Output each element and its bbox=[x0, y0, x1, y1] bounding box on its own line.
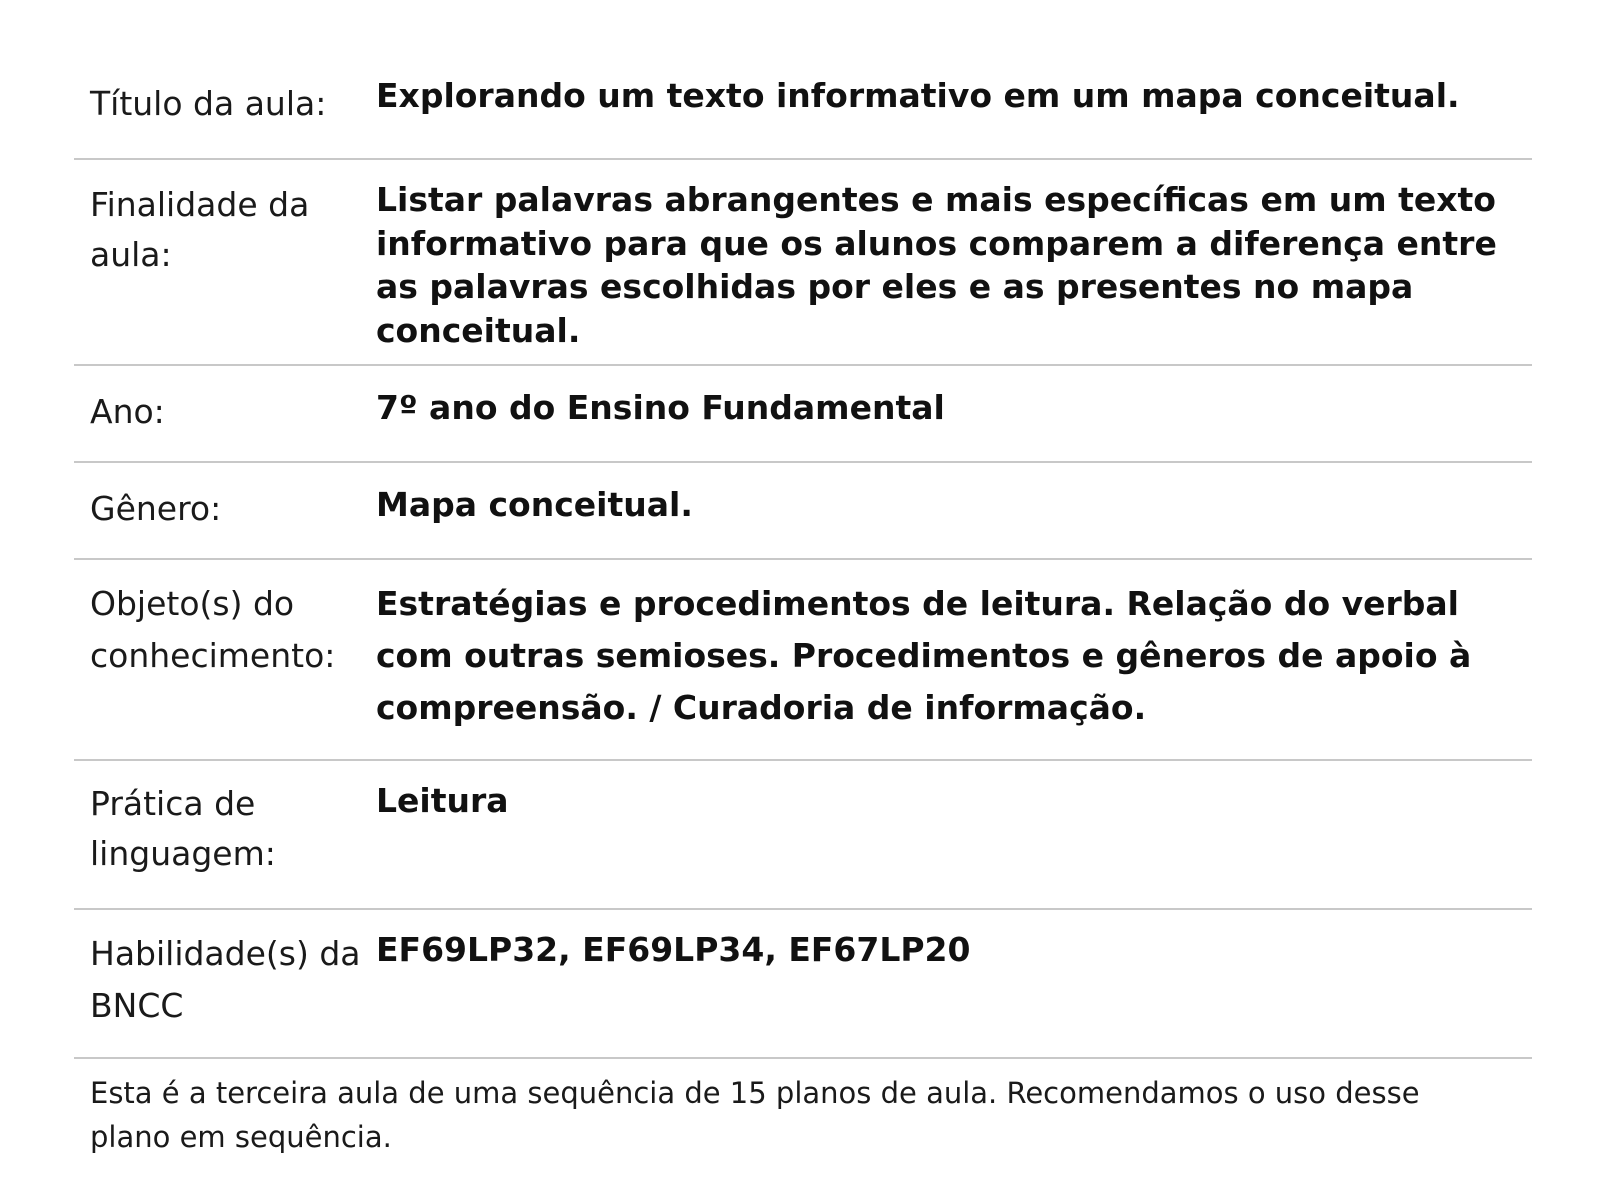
row-knowledge-objects bbox=[74, 560, 1532, 761]
row-label: Finalidade da aula: bbox=[90, 185, 310, 274]
row-lesson-purpose bbox=[74, 160, 1532, 366]
row-genre bbox=[74, 463, 1532, 560]
row-value: Leitura bbox=[376, 781, 509, 820]
row-value: Mapa conceitual. bbox=[376, 485, 693, 524]
row-bncc-skills bbox=[74, 910, 1532, 1059]
row-language-practice bbox=[74, 761, 1532, 910]
row-year bbox=[74, 366, 1532, 463]
row-value: 7º ano do Ensino Fundamental bbox=[376, 388, 945, 427]
lesson-plan-table bbox=[74, 52, 1532, 1159]
row-label: Objeto(s) do conhecimento: bbox=[90, 584, 336, 675]
sequence-note: Esta é a terceira aula de uma sequência de 15 planos de aula. Recomendamos o uso desse plano em sequência. bbox=[90, 1076, 1420, 1154]
row-label: Gênero: bbox=[90, 489, 222, 528]
row-label: Título da aula: bbox=[90, 84, 327, 123]
row-value: Estratégias e procedimentos de leitura. Relação do verbal com outras semioses. Procedimentos e gêneros de apoio à compreensão. / Curadoria de informação. bbox=[376, 584, 1472, 727]
row-value: Explorando um texto informativo em um mapa conceitual. bbox=[376, 76, 1460, 115]
row-value: EF69LP32, EF69LP34, EF67LP20 bbox=[376, 930, 971, 969]
row-label: Habilidade(s) da BNCC bbox=[90, 934, 361, 1025]
row-label: Prática de linguagem: bbox=[90, 784, 276, 873]
row-label: Ano: bbox=[90, 392, 165, 431]
row-value: Listar palavras abrangentes e mais específicas em um texto informativo para que os alunos comparem a diferença entre as palavras escolhidas por eles e as presentes no mapa conceitual. bbox=[376, 180, 1497, 350]
row-lesson-title bbox=[74, 52, 1532, 160]
